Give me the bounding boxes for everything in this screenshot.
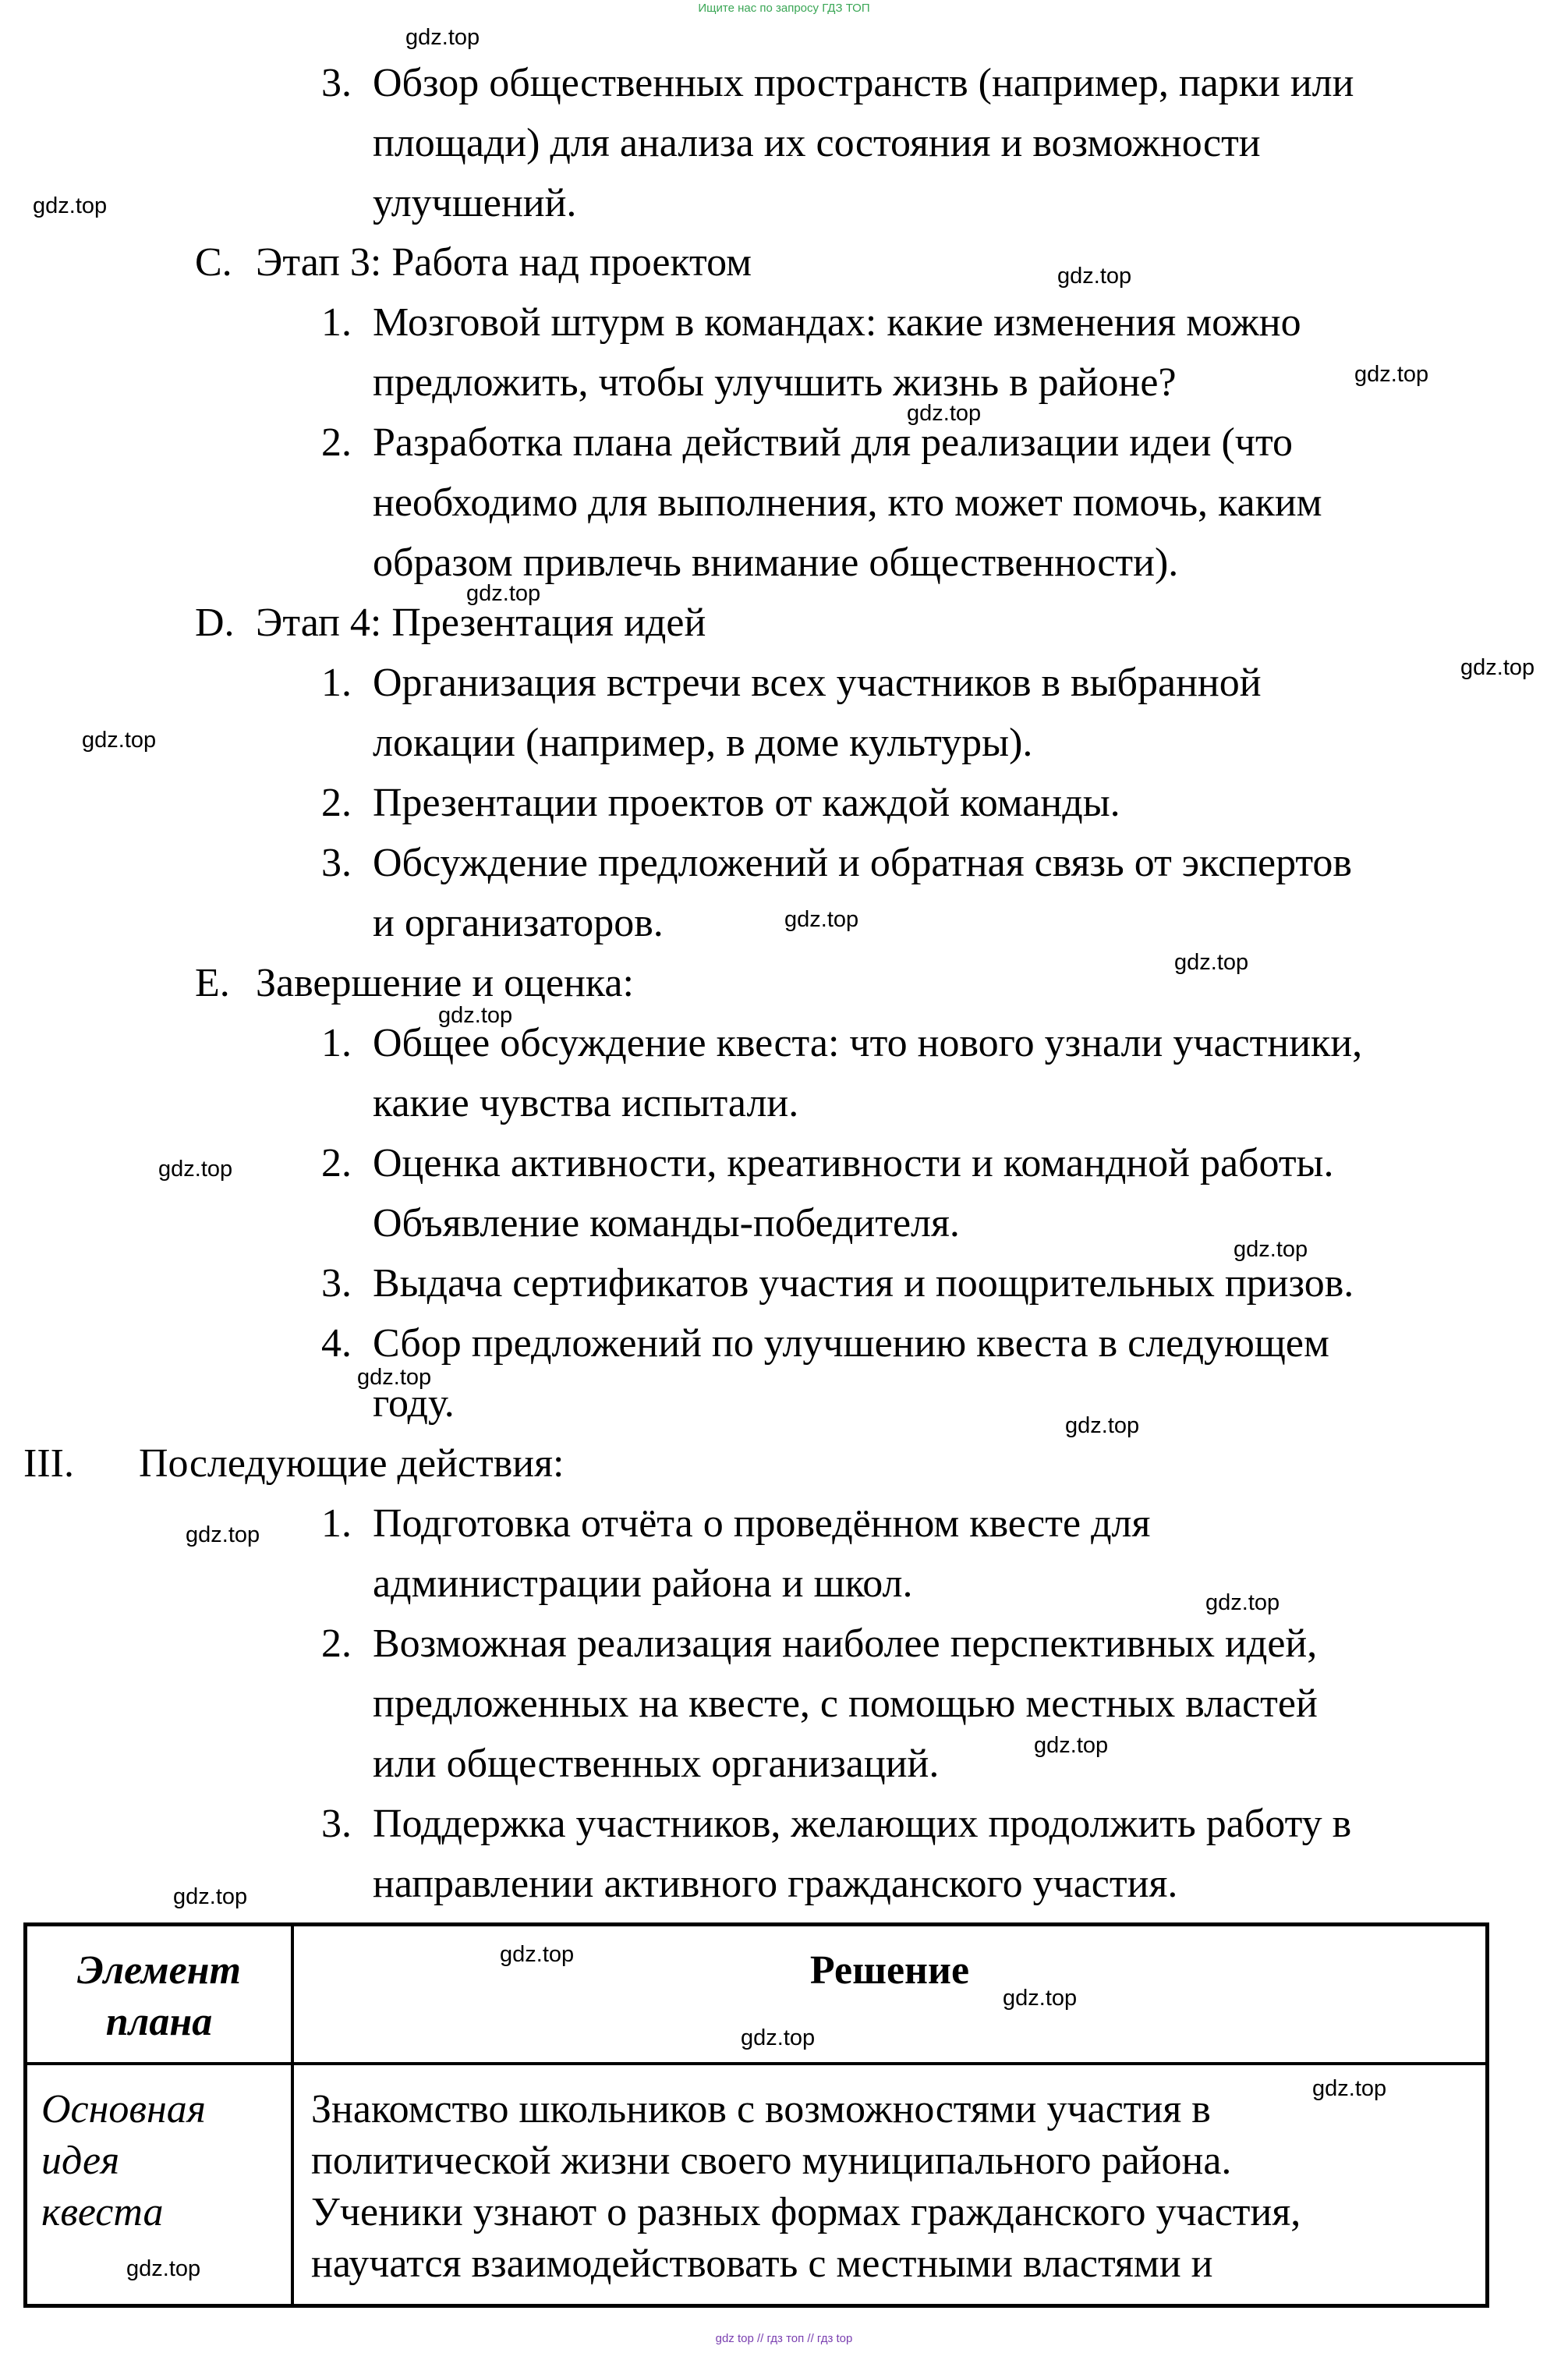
list-item-line: улучшений.: [373, 181, 577, 225]
list-item-line: Возможная реализация наиболее перспективных идей,: [373, 1621, 1318, 1666]
section-title: Этап 4: Презентация идей: [256, 601, 706, 645]
watermark: gdz.top: [1003, 1986, 1078, 2011]
list-number: 4.: [321, 1321, 352, 1366]
section-letter: D.: [195, 601, 235, 645]
watermark: gdz.top: [1234, 1237, 1308, 1262]
bottom-banner[interactable]: gdz top // гдз топ // гдз top: [715, 2332, 853, 2345]
list-number: 1.: [321, 1021, 352, 1065]
watermark: gdz.top: [357, 1365, 432, 1390]
watermark: gdz.top: [1034, 1733, 1109, 1758]
list-item-line: Организация встречи всех участников в выбранной: [373, 661, 1262, 705]
list-item-line: локации (например, в доме культуры).: [373, 721, 1033, 765]
list-number: 3.: [321, 841, 352, 885]
list-item-line: Выдача сертификатов участия и поощрительных призов.: [373, 1261, 1354, 1306]
list-item-line: необходимо для выполнения, кто может помочь, каким: [373, 480, 1322, 525]
watermark: gdz.top: [466, 581, 541, 606]
table-header-solution: [292, 1925, 1488, 2064]
watermark: gdz.top: [1312, 2076, 1387, 2101]
watermark: gdz.top: [405, 25, 480, 50]
watermark: gdz.top: [1205, 1590, 1280, 1615]
cell-line: идея: [41, 2138, 120, 2183]
list-item-line: Общее обсуждение квеста: что нового узнали участники,: [373, 1021, 1363, 1065]
list-item-line: году.: [373, 1381, 455, 1426]
cell-line: научатся взаимодействовать с местными властями и: [311, 2241, 1213, 2286]
cell-line: Основная: [41, 2086, 206, 2132]
list-item-line: предложенных на квесте, с помощью местных властей: [373, 1681, 1318, 1726]
list-number: 2.: [321, 1621, 352, 1666]
watermark: gdz.top: [438, 1003, 513, 1028]
list-number: 2.: [321, 1141, 352, 1185]
list-item-line: и организаторов.: [373, 901, 664, 945]
list-item-line: какие чувства испытали.: [373, 1081, 799, 1125]
list-item-line: Подготовка отчёта о проведённом квесте для: [373, 1501, 1151, 1546]
watermark: gdz.top: [500, 1942, 575, 1967]
plan-table: [23, 1922, 1489, 2308]
list-item-line: Сбор предложений по улучшению квеста в следующем: [373, 1321, 1329, 1366]
list-number: 1.: [321, 300, 352, 345]
cell-line: Знакомство школьников с возможностями участия в: [311, 2086, 1211, 2132]
list-item-line: или общественных организаций.: [373, 1742, 940, 1786]
watermark: gdz.top: [784, 907, 859, 932]
section-letter: E.: [195, 961, 230, 1005]
cell-line: политической жизни своего муниципального района.: [311, 2138, 1232, 2183]
list-item-line: Обзор общественных пространств (например, парки или: [373, 61, 1354, 105]
list-item-line: Презентации проектов от каждой команды.: [373, 781, 1120, 825]
top-banner[interactable]: Ищите нас по запросу ГДЗ ТОП: [698, 2, 870, 15]
list-number: 2.: [321, 420, 352, 465]
list-number: 1.: [321, 661, 352, 705]
table-header-text: Решение: [809, 1948, 970, 1993]
list-item-line: Поддержка участников, желающих продолжить работу в: [373, 1802, 1352, 1846]
list-number: 3.: [321, 1261, 352, 1306]
cell-line: квеста: [41, 2189, 164, 2234]
list-item-line: образом привлечь внимание общественности).: [373, 540, 1179, 585]
section-title: Последующие действия:: [139, 1441, 565, 1486]
watermark: gdz.top: [1065, 1413, 1140, 1438]
list-item-line: администрации района и школ.: [373, 1561, 913, 1606]
watermark: gdz.top: [907, 401, 982, 426]
table-cell-text: [292, 2064, 1488, 2306]
section-letter: C.: [195, 240, 232, 285]
list-number: 3.: [321, 1802, 352, 1846]
table-header-element: [26, 1925, 293, 2064]
watermark: gdz.top: [33, 193, 108, 218]
list-item-line: Оценка активности, креативности и командной работы.: [373, 1141, 1334, 1185]
list-item-line: Обсуждение предложений и обратная связь от экспертов: [373, 841, 1352, 885]
section-title: Этап 3: Работа над проектом: [256, 240, 752, 285]
list-number: 1.: [321, 1501, 352, 1546]
watermark: gdz.top: [1174, 950, 1249, 975]
table-header-line: плана: [105, 2000, 213, 2044]
list-number: 2.: [321, 781, 352, 825]
list-item-line: направлении активного гражданского участия.: [373, 1862, 1178, 1906]
list-number: 3.: [321, 61, 352, 105]
watermark: gdz.top: [1460, 655, 1535, 680]
list-item-line: Мозговой штурм в командах: какие изменения можно: [373, 300, 1301, 345]
list-item-line: Разработка плана действий для реализации идеи (что: [373, 420, 1293, 465]
section-numeral: III.: [23, 1441, 74, 1486]
watermark: gdz.top: [126, 2256, 201, 2281]
table-header-line: Элемент: [77, 1948, 241, 1993]
section-title: Завершение и оценка:: [256, 961, 634, 1005]
cell-line: Ученики узнают о разных формах гражданского участия,: [311, 2189, 1301, 2234]
list-item-line: Объявление команды-победителя.: [373, 1201, 960, 1246]
watermark: gdz.top: [186, 1522, 260, 1547]
list-item-line: предложить, чтобы улучшить жизнь в районе?: [373, 360, 1177, 405]
watermark: gdz.top: [1057, 264, 1132, 289]
watermark: gdz.top: [1354, 362, 1429, 387]
watermark: gdz.top: [158, 1157, 233, 1182]
watermark: gdz.top: [173, 1884, 248, 1909]
watermark: gdz.top: [82, 728, 157, 753]
list-item-line: площади) для анализа их состояния и возможности: [373, 121, 1261, 165]
watermark: gdz.top: [741, 2025, 816, 2050]
